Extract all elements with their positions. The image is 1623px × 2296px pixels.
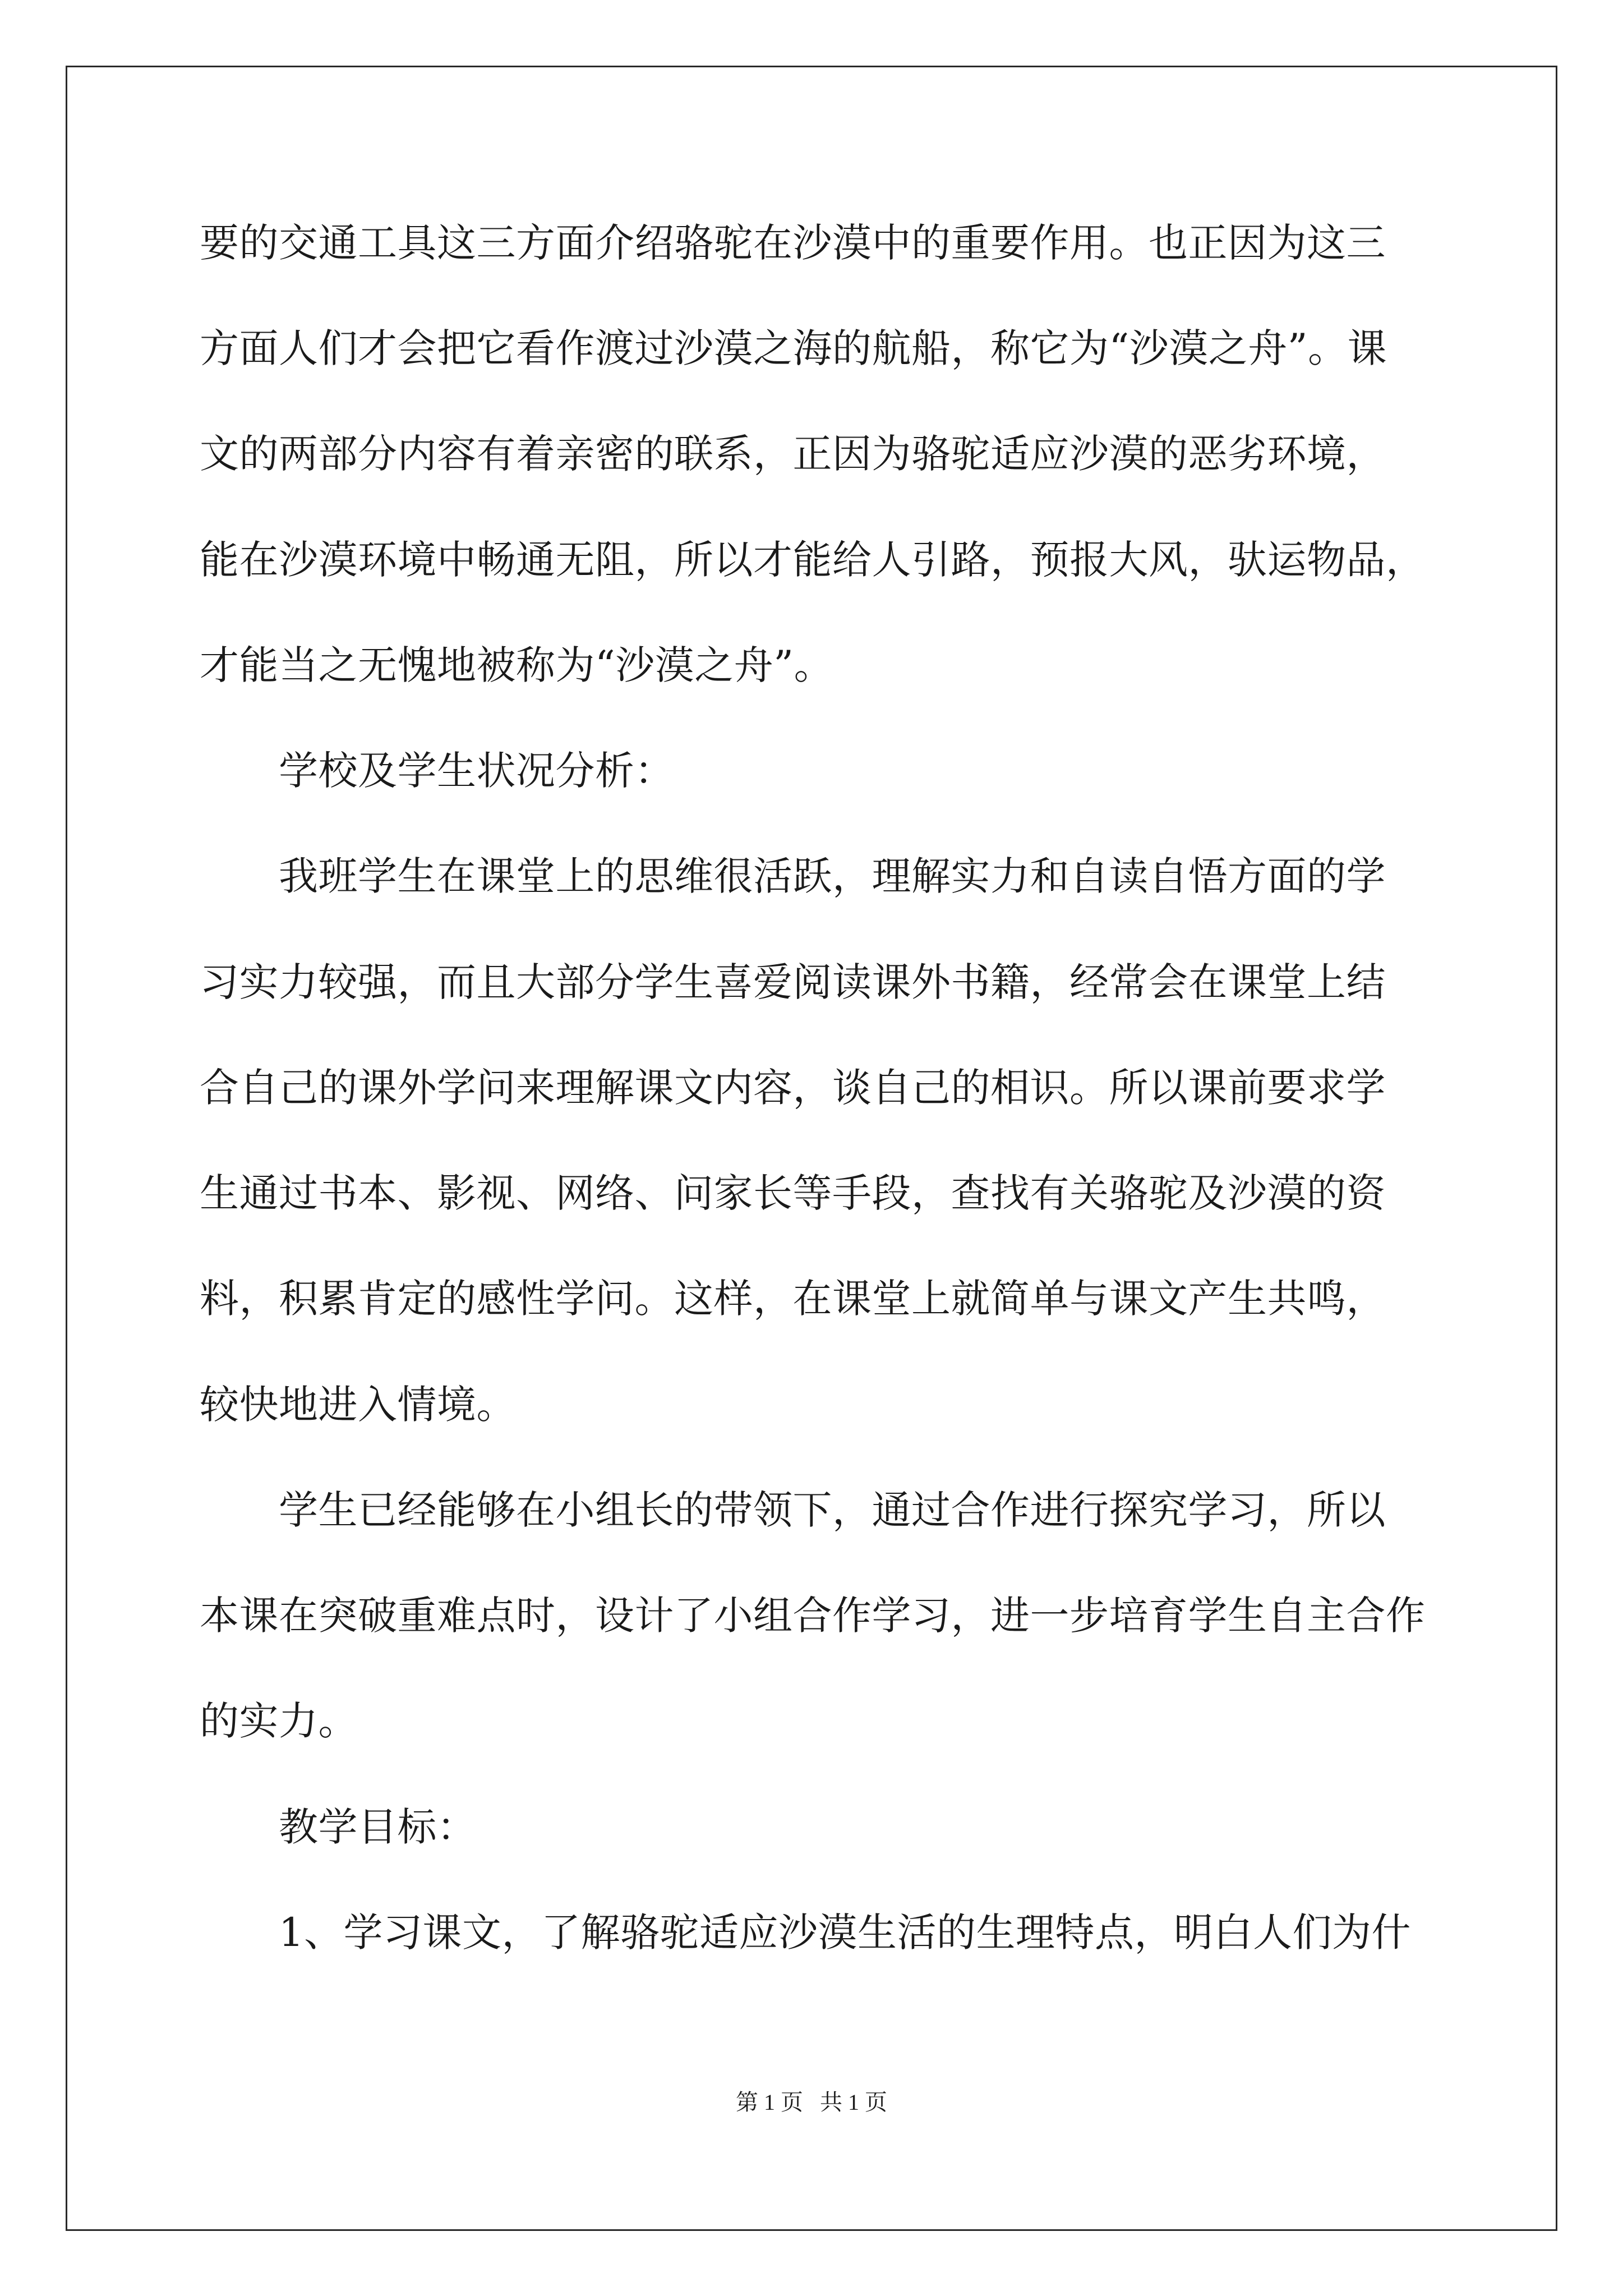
text-line: 要的交通工具这三方面介绍骆驼在沙漠中的重要作用。也正因为这三 <box>200 220 1386 266</box>
text-line: 1、学习课文，了解骆驼适应沙漠生活的生理特点，明白人们为什 <box>200 1910 1412 1955</box>
text-line: 方面人们才会把它看作渡过沙漠之海的航船，称它为“沙漠之舟”。课 <box>200 325 1387 371</box>
text-line: 较快地进入情境。 <box>200 1382 516 1428</box>
text-line: 学生已经能够在小组长的带领下，通过合作进行探究学习，所以 <box>200 1487 1386 1533</box>
text-line: 合自己的课外学问来理解课文内容，谈自己的相识。所以课前要求学 <box>200 1065 1386 1111</box>
text-line: 本课在突破重难点时，设计了小组合作学习，进一步培育学生自主合作 <box>200 1593 1426 1639</box>
text-line: 文的两部分内容有着亲密的联系，正因为骆驼适应沙漠的恶劣环境， <box>200 431 1386 477</box>
text-line: 习实力较强，而且大部分学生喜爱阅读课外书籍，经常会在课堂上结 <box>200 959 1386 1005</box>
text-line: 料，积累肯定的感性学问。这样，在课堂上就简单与课文产生共鸣， <box>200 1276 1386 1322</box>
text-line: 的实力。 <box>200 1698 358 1744</box>
page-number: 第 1 页 <box>736 2090 803 2115</box>
text-line: 生通过书本、影视、网络、问家长等手段，查找有关骆驼及沙漠的资 <box>200 1170 1386 1216</box>
text-line: 才能当之无愧地被称为“沙漠之舟”。 <box>200 642 834 688</box>
section-heading: 学校及学生状况分析： <box>200 748 674 794</box>
page-total: 共 1 页 <box>820 2090 887 2115</box>
page-footer <box>0 2086 1623 2119</box>
section-heading: 教学目标： <box>200 1804 477 1850</box>
text-line: 我班学生在课堂上的思维很活跃，理解实力和自读自悟方面的学 <box>200 853 1386 899</box>
text-line: 能在沙漠环境中畅通无阻，所以才能给人引路，预报大风，驮运物品， <box>200 537 1426 583</box>
